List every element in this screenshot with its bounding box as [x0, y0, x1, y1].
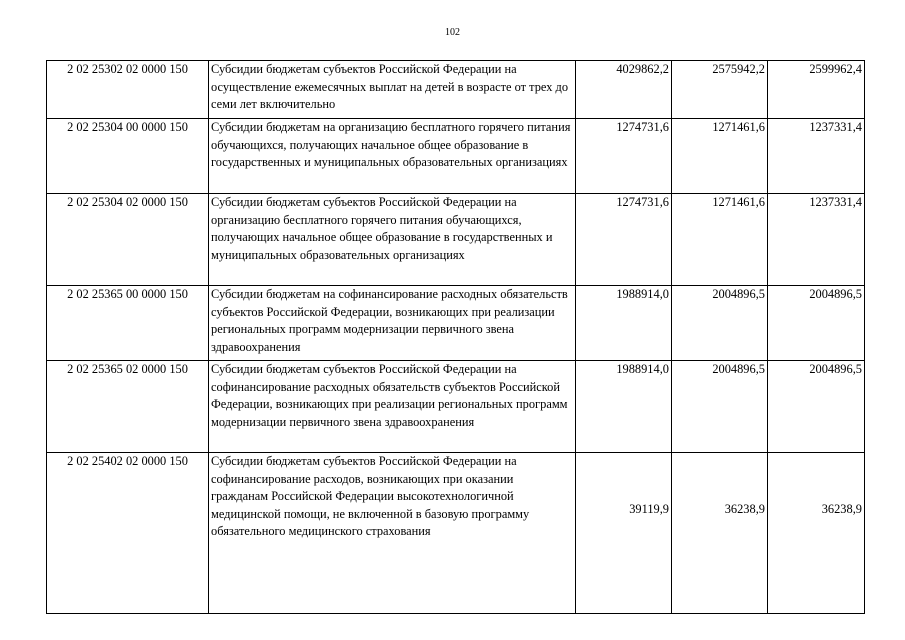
table-row: [47, 119, 865, 194]
amount-year-2-cell: 1271461,6: [672, 194, 768, 286]
amount-year-2-cell: 2004896,5: [672, 361, 768, 453]
budget-code-cell: 2 02 25365 02 0000 150: [47, 361, 209, 453]
amount-year-2-cell: 2575942,2: [672, 61, 768, 119]
amount-year-1-cell: 1274731,6: [576, 119, 672, 194]
amount-year-3-cell: 2004896,5: [768, 361, 865, 453]
amount-year-1-cell: 4029862,2: [576, 61, 672, 119]
table-row: [47, 61, 865, 119]
budget-revenue-table: [46, 60, 865, 614]
description-cell: Субсидии бюджетам субъектов Российской Федерации на софинансирование расходов, возникающих при оказании гражданам Российской Федерации высокотехнологичной медицинской помощи, не включенной в базовую программу обязательного медицинского страхования: [209, 453, 576, 614]
amount-year-1-cell: 39119,9: [576, 453, 672, 614]
description-cell: Субсидии бюджетам на софинансирование расходных обязательств субъектов Российской Федерации, возникающих при реализации региональных программ модернизации первичного звена здравоохранения: [209, 286, 576, 361]
amount-year-3-cell: 36238,9: [768, 453, 865, 614]
budget-code-cell: 2 02 25365 00 0000 150: [47, 286, 209, 361]
budget-code-cell: 2 02 25302 02 0000 150: [47, 61, 209, 119]
description-cell: Субсидии бюджетам субъектов Российской Федерации на софинансирование расходных обязательств субъектов Российской Федерации, возникающих при реализации региональных программ модернизации первичного звена здравоохранения: [209, 361, 576, 453]
amount-year-3-cell: 1237331,4: [768, 194, 865, 286]
amount-year-2-cell: 36238,9: [672, 453, 768, 614]
amount-year-2-cell: 1271461,6: [672, 119, 768, 194]
amount-year-3-cell: 1237331,4: [768, 119, 865, 194]
amount-year-2-cell: 2004896,5: [672, 286, 768, 361]
budget-code-cell: 2 02 25402 02 0000 150: [47, 453, 209, 614]
budget-code-cell: 2 02 25304 02 0000 150: [47, 194, 209, 286]
table-row: [47, 286, 865, 361]
amount-year-3-cell: 2599962,4: [768, 61, 865, 119]
description-cell: Субсидии бюджетам субъектов Российской Федерации на осуществление ежемесячных выплат на детей в возрасте от трех до семи лет включительно: [209, 61, 576, 119]
description-cell: Субсидии бюджетам на организацию бесплатного горячего питания обучающихся, получающих начальное общее образование в государственных и муниципальных образовательных организациях: [209, 119, 576, 194]
amount-year-1-cell: 1988914,0: [576, 361, 672, 453]
table-row: [47, 453, 865, 614]
amount-year-1-cell: 1274731,6: [576, 194, 672, 286]
table-row: [47, 194, 865, 286]
description-cell: Субсидии бюджетам субъектов Российской Федерации на организацию бесплатного горячего питания обучающихся, получающих начальное общее образование в государственных и муниципальных образовательных организациях: [209, 194, 576, 286]
amount-year-1-cell: 1988914,0: [576, 286, 672, 361]
amount-year-3-cell: 2004896,5: [768, 286, 865, 361]
budget-code-cell: 2 02 25304 00 0000 150: [47, 119, 209, 194]
table-row: [47, 361, 865, 453]
page-number: 102: [445, 27, 460, 38]
